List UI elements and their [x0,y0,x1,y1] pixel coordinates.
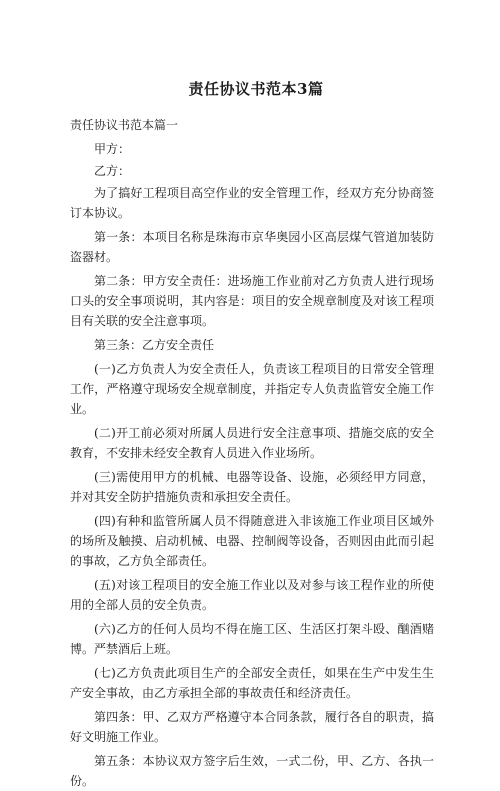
document-title: 责任协议书范本3篇 [188,80,324,98]
article-3-item-5: (五)对该工程项目的安全施工作业以及对参与该工程作业的所使用的全部人员的安全负责。 [70,578,434,612]
article-3-item-2: (二)开工前必须对所属人员进行安全注意事项、措施交底的安全教育，不安排未经安全教育人员进入作业场所。 [70,426,434,460]
article-3-item-7: (七)乙方负责此项目生产的全部安全责任，如果在生产中发生生产安全事故，由乙方承担全部的事故责任和经济责任。 [70,666,434,700]
article-4: 第四条：甲、乙双方严格遵守本合同条款，履行各自的职责，搞好文明施工作业。 [70,710,434,744]
article-3-item-6: (六)乙方的任何人员均不得在施工区、生活区打架斗殴、酗酒赌博。严禁酒后上班。 [70,622,434,656]
article-3-item-1: (一)乙方负责人为安全责任人，负责该工程项目的日常安全管理工作，严格遵守现场安全规章制度，并指定专人负责监管安全施工作业。 [70,362,434,416]
article-1: 第一条：本项目名称是珠海市京华奥园小区高层煤气管道加装防盗器材。 [70,230,434,264]
preamble-paragraph: 为了搞好工程项目高空作业的安全管理工作，经双方充分协商签订本协议。 [70,186,434,220]
article-3-heading: 第三条：乙方安全责任 [94,338,215,352]
party-b-line: 乙方： [94,164,131,178]
document-subtitle: 责任协议书范本篇一 [70,118,179,132]
article-2: 第二条：甲方安全责任：进场施工作业前对乙方负责人进行现场口头的安全事项说明，其内容是：项目的安全规章制度及对该工程项目有关联的安全注意事项。 [70,274,434,328]
article-3-item-3: (三)需使用甲方的机械、电器等设备、设施，必须经甲方同意，并对其安全防护措施负责和承担安全责任。 [70,470,434,504]
article-5: 第五条：本协议双方签字后生效，一式二份，甲、乙方、各执一份。 [70,754,434,788]
party-a-line: 甲方： [94,142,131,156]
article-3-item-4: (四)有种和监管所属人员不得随意进入非该施工作业项目区域外的场所及触摸、启动机械、电器、控制阀等设备，否则因由此而引起的事故，乙方负全部责任。 [70,514,434,568]
